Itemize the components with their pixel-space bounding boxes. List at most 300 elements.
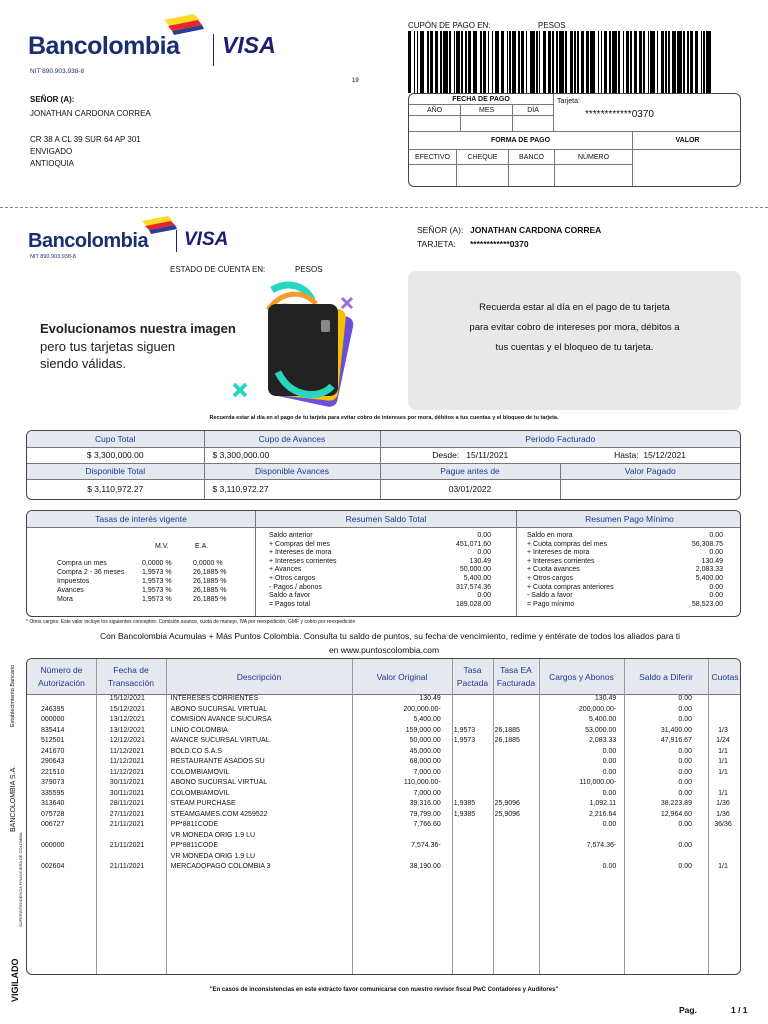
table-cell: 45,000.00 <box>409 747 441 755</box>
table-cell: VR MONEDA ORIG 1.9 LU <box>170 852 256 860</box>
table-cell: 1/36 <box>716 800 730 807</box>
table-cell: 246395 <box>41 705 65 713</box>
table-row <box>27 863 740 874</box>
table-cell: 0.00 <box>678 779 692 786</box>
summary-row-value: 0.00 <box>709 592 723 600</box>
summary-row <box>527 532 723 541</box>
logo-divider-2 <box>176 230 177 252</box>
summary-row <box>269 532 491 541</box>
summary-row-value: 189,028.00 <box>455 600 491 608</box>
table-cell <box>492 748 538 759</box>
table-cell: 0.00 <box>678 758 692 765</box>
barcode-bar <box>577 31 579 93</box>
table-cell: 15/12/2021 <box>109 695 145 702</box>
table-cell <box>27 853 96 864</box>
summary-row <box>269 592 491 601</box>
table-cell: 1/36 <box>716 810 730 818</box>
summary-row <box>269 584 491 593</box>
table-cell: 130.49 <box>594 695 617 702</box>
barcode-bar <box>677 31 682 93</box>
mv-header: M.V. <box>155 543 169 550</box>
barcode-bar <box>639 31 642 93</box>
barcode-bar <box>420 31 425 93</box>
table-cell <box>451 779 492 790</box>
payment-form-label: FORMA DE PAGO <box>409 132 633 150</box>
table-cell: 0.00 <box>602 768 617 776</box>
customer-address <box>30 134 141 170</box>
rates-title: Tasas de interés vigente <box>95 514 187 524</box>
summary-row-value: 0.00 <box>477 549 491 557</box>
movements-header: Saldo a Diferir <box>639 671 693 682</box>
summary-row-value: 130.49 <box>701 557 723 565</box>
table-cell <box>622 853 706 864</box>
table-cell <box>27 832 96 843</box>
barcode-bar <box>430 31 433 93</box>
barcode-bar <box>590 31 595 93</box>
barcode-bar <box>559 31 564 93</box>
summary-row-value: 0.00 <box>709 549 723 557</box>
table-cell <box>451 706 492 717</box>
table-cell: 21/11/2021 <box>109 863 145 870</box>
summary-row-label: + Otros cargos <box>269 574 316 582</box>
barcode-bar <box>456 31 459 93</box>
rate-ea: 26,1885 % <box>193 587 227 594</box>
table-cell: 200,000.00- <box>403 705 441 713</box>
table-cell: 221510 <box>41 768 65 776</box>
otros-cargos-note: * Otros cargos: Este valor incluye los siguientes conceptos: Comisión avance, cuota de manejo, IVA por reexpedición, GMF y cobro por reexpedición <box>26 619 356 625</box>
movements-table <box>27 695 740 874</box>
puntos-line-2: en www.puntoscolombia.com <box>328 645 440 655</box>
statement-customer-label: SEÑOR (A): <box>417 225 464 235</box>
table-cell: 15/12/2021 <box>109 705 145 713</box>
summary-row-value: 130.49 <box>469 557 491 565</box>
summary-row-label: Saldo a favor <box>269 592 311 600</box>
barcode-bar <box>586 31 589 93</box>
summary-row-value: 2,083.33 <box>695 566 723 574</box>
cupo-avances-value: $ 3,300,000.00 <box>204 447 380 463</box>
col-divider <box>255 511 256 617</box>
movements-header: Fecha de Transacción <box>108 665 154 688</box>
table-cell: 12,964.60 <box>660 810 692 818</box>
promo-headline: Evolucionamos nuestra imagen <box>40 321 236 336</box>
side-bank: BANCOLOMBIA S.A. <box>10 765 17 832</box>
barcode-bar <box>630 31 632 93</box>
table-cell: 1,9385 <box>453 800 476 807</box>
table-cell <box>706 695 740 706</box>
barcode-bar <box>657 31 659 93</box>
periodo-label: Periodo Facturado <box>380 431 740 447</box>
card-illustration-icon <box>228 276 368 411</box>
table-cell: 5,400.00 <box>589 716 617 723</box>
rate-label: Avances <box>57 587 84 594</box>
table-cell: 0.00 <box>602 789 617 797</box>
barcode-bar <box>687 31 689 93</box>
table-cell: 512501 <box>41 737 65 744</box>
table-cell: RESTAURANTE ASADOS SU <box>170 758 265 765</box>
table-row <box>27 832 740 843</box>
table-cell: 25,9096 <box>494 800 520 807</box>
table-cell <box>492 821 538 832</box>
table-cell <box>451 790 492 801</box>
barcode-bar <box>672 31 675 93</box>
table-cell: 130.49 <box>419 695 441 702</box>
valor-pagado-label: Valor Pagado <box>560 463 740 479</box>
cupo-total-label: Cupo Total <box>27 431 204 447</box>
barcode-bar <box>507 31 509 93</box>
table-cell <box>492 842 538 853</box>
table-cell: 0.00 <box>678 842 692 849</box>
barcode-bar <box>509 31 511 93</box>
table-cell: 335595 <box>41 789 65 797</box>
table-cell: 110,000.00- <box>579 779 617 786</box>
year-label: AÑO <box>409 105 461 116</box>
table-cell: 30/11/2021 <box>109 789 145 797</box>
table-cell: 5,400.00 <box>413 716 441 723</box>
table-cell: ABONO SUCURSAL VIRTUAL <box>170 705 268 713</box>
nit-2: NIT 890.903.938-8 <box>30 254 76 260</box>
summary-row-label: + Intereses de mora <box>527 549 590 557</box>
table-cell <box>706 779 740 790</box>
table-cell: 000000 <box>41 716 65 723</box>
summary-row-label: = Pagos total <box>269 600 311 608</box>
table-cell <box>96 853 166 864</box>
table-row <box>27 853 740 864</box>
table-cell: 12/12/2021 <box>109 737 145 744</box>
value-cell[interactable] <box>633 150 742 188</box>
summary-row-label: + Intereses de mora <box>269 549 332 557</box>
barcode-bar <box>435 31 438 93</box>
table-cell: 68,000.00 <box>409 758 441 765</box>
rate-label: Compra un mes <box>57 560 107 567</box>
barcode-bar <box>526 31 528 93</box>
hasta-value: 15/12/2021 <box>643 450 686 460</box>
table-cell: 0.00 <box>602 821 617 828</box>
summary-row-label: Saldo anterior <box>269 532 313 539</box>
table-cell <box>492 790 538 801</box>
barcode-bar <box>501 31 504 93</box>
rate-ea: 26,1885 % <box>193 578 227 585</box>
rate-mv: 0,0000 % <box>142 560 172 567</box>
table-cell: 000000 <box>41 842 65 849</box>
table-cell: 11/12/2021 <box>109 768 145 776</box>
page-code: 19 <box>352 78 359 84</box>
summary-row-value: 0.00 <box>477 532 491 539</box>
pague-label: Pague antes de <box>380 463 560 479</box>
barcode-bar <box>683 31 685 93</box>
table-cell: 13/12/2021 <box>109 726 145 734</box>
summary-row <box>527 584 723 593</box>
barcode-bar <box>488 31 490 93</box>
table-cell <box>27 695 96 706</box>
table-cell: 379073 <box>41 779 65 786</box>
table-cell: 290643 <box>41 758 65 765</box>
rate-ea: 26,1885 % <box>193 569 227 576</box>
rate-label: Impuestos <box>57 578 90 585</box>
payment-coupon-box <box>408 93 741 187</box>
method-cash: EFECTIVO <box>409 150 457 165</box>
table-cell: 53,000.00 <box>585 726 617 734</box>
check-cell[interactable] <box>457 165 509 188</box>
table-cell: 38,190.00 <box>409 863 441 870</box>
summary-row-label: + Avances <box>269 566 302 574</box>
table-cell: 7,000.00 <box>413 768 441 776</box>
summary-row-label: + Cuota avances <box>527 566 580 574</box>
table-cell: 26,1885 <box>494 737 520 744</box>
table-cell: 0.00 <box>678 716 692 723</box>
desde-label: Desde: <box>432 450 460 460</box>
barcode-bar <box>440 31 442 93</box>
disponible-avances-value: $ 3,110,972.27 <box>204 479 380 499</box>
bank-name-2: Bancolombia <box>28 230 149 252</box>
valor-pagado-value <box>560 479 740 499</box>
promo-line-3: siendo válidas. <box>40 356 126 371</box>
table-cell: 7,766.60 <box>413 821 441 828</box>
table-cell <box>451 695 492 706</box>
table-cell: 1/1 <box>718 758 728 765</box>
barcode-bar <box>417 31 419 93</box>
payment-form-table <box>408 131 741 187</box>
summary-row <box>527 575 723 584</box>
table-cell: 2,216.64 <box>589 810 617 818</box>
table-cell: 7,574.36- <box>586 842 617 849</box>
method-number: NÚMERO <box>555 150 633 165</box>
table-cell: 13/12/2021 <box>109 716 145 723</box>
barcode-bar <box>665 31 667 93</box>
visa-logo-2: VISA <box>184 229 229 250</box>
rates-summary-box <box>26 510 741 617</box>
reminder-banner: Recuerda estar al día en el pago de tu tarjeta para evitar cobro de intereses por mora, débitos a tus cuentas y el bloqueo de tu tarjeta. <box>209 415 559 421</box>
summary-row-label: + Cuota compras anteriores <box>527 583 614 591</box>
saldo-total-title: Resumen Saldo Total <box>345 514 427 524</box>
table-row <box>27 716 740 727</box>
summary-row-value: 317,574.36 <box>455 583 491 591</box>
side-legend <box>8 664 26 1002</box>
table-cell: ABONO SUCURSAL VIRTUAL <box>170 779 268 786</box>
coupon-label: CUPÓN DE PAGO EN: <box>408 21 491 30</box>
movements-header: Número de Autorización <box>38 665 85 688</box>
barcode-bar <box>427 31 429 93</box>
movements-header: Cargos y Abonos <box>549 671 614 682</box>
barcode-bar <box>543 31 546 93</box>
barcode-bar <box>565 31 567 93</box>
cash-cell[interactable] <box>409 165 457 188</box>
rate-ea: 0,0000 % <box>193 560 223 567</box>
barcode-bar <box>530 31 535 93</box>
table-cell: 26,1885 <box>494 726 520 734</box>
month-label: MES <box>461 105 513 116</box>
summary-row-label: - Saldo a favor <box>527 592 573 600</box>
puntos-line-1: Con Bancolombia Acumulas + Más Puntos Colombia. Consulta tu saldo de puntos, su fecha de vencimiento, redime y entérate de todos los aliados para ti <box>100 631 680 641</box>
desde-value: 15/11/2021 <box>466 450 509 460</box>
table-cell: 0.00 <box>602 758 617 765</box>
table-cell <box>492 716 538 727</box>
barcode-bar <box>548 31 551 93</box>
table-cell: 36/36 <box>714 821 732 828</box>
saldo-total-list <box>269 532 491 609</box>
table-cell: 0.00 <box>678 863 692 870</box>
table-cell: LINIO COLOMBIA <box>170 726 228 734</box>
table-cell: 1,092.11 <box>589 800 617 807</box>
table-row <box>27 758 740 769</box>
cupo-avances-label: Cupo de Avances <box>204 431 380 447</box>
rate-mv: 1,9573 % <box>142 596 172 603</box>
barcode-bar <box>701 31 703 93</box>
barcode-bar <box>623 31 625 93</box>
table-cell <box>451 758 492 769</box>
table-cell: 0.00 <box>678 695 692 702</box>
coupon-currency: PESOS <box>538 21 566 30</box>
table-cell: 313640 <box>41 800 65 807</box>
barcode-bar <box>480 31 482 93</box>
table-cell: 1/1 <box>718 768 728 776</box>
rate-mv: 1,9573 % <box>142 587 172 594</box>
table-cell: 27/11/2021 <box>109 810 145 818</box>
movements-header: Cuotas <box>711 671 739 682</box>
summary-row <box>269 558 491 567</box>
table-cell <box>492 779 538 790</box>
table-cell <box>451 769 492 780</box>
table-cell: STEAMGAMES.COM 4259522 <box>170 810 268 818</box>
table-cell: 7,574.36- <box>411 842 441 849</box>
table-cell <box>451 832 492 843</box>
statement-customer-name: JONATHAN CARDONA CORREA <box>470 225 602 235</box>
summary-row-label: = Pago mínimo <box>527 600 575 608</box>
summary-row-label: + Intereses corrientes <box>269 557 337 565</box>
table-cell: 241670 <box>41 747 65 755</box>
summary-row <box>527 541 723 550</box>
table-cell: 0.00 <box>602 747 617 755</box>
method-bank: BANCO <box>509 150 555 165</box>
table-cell: 1,9573 <box>453 737 476 744</box>
side-vigilado: VIGILADO <box>10 958 20 1002</box>
barcode-bar <box>609 31 611 93</box>
barcode-bar <box>414 31 416 93</box>
table-cell: 50,000.00 <box>409 737 441 744</box>
table-cell: 31,400.00 <box>660 726 692 734</box>
table-cell <box>706 842 740 853</box>
table-cell <box>451 821 492 832</box>
table-cell <box>451 748 492 759</box>
payment-date-table <box>408 93 554 132</box>
summary-row-label: + Cuota compras del mes <box>527 540 607 548</box>
summary-row-value: 50,000.00 <box>459 566 491 574</box>
barcode-bar <box>703 31 705 93</box>
summary-row <box>527 592 723 601</box>
rate-mv: 1,9573 % <box>142 578 172 585</box>
barcode-bar <box>706 31 711 93</box>
statement-currency: PESOS <box>295 265 323 274</box>
table-cell: 0.00 <box>602 863 617 870</box>
barcode-bar <box>454 31 456 93</box>
table-cell: 835414 <box>41 726 65 734</box>
footer-note: "En casos de inconsistencias en este extracto favor comunicarse con nuestro revisor fiscal PwC Contadores y Auditores" <box>209 987 559 993</box>
table-cell: 21/11/2021 <box>109 842 145 849</box>
table-cell: 21/11/2021 <box>109 821 145 828</box>
table-cell <box>622 832 706 843</box>
barcode-bar <box>443 31 448 93</box>
account-summary <box>26 430 741 500</box>
table-cell <box>706 832 740 843</box>
summary-row <box>269 566 491 575</box>
table-row <box>27 769 740 780</box>
table-cell: 25,9096 <box>494 810 520 818</box>
year-cell[interactable] <box>409 116 461 132</box>
table-row <box>27 706 740 717</box>
table-cell: 0.00 <box>678 789 692 797</box>
table-row <box>27 790 740 801</box>
page-value: 1 / 1 <box>731 1005 748 1015</box>
barcode-bar <box>512 31 515 93</box>
table-cell: PP*8811CODE <box>170 821 218 828</box>
bank-name: Bancolombia <box>28 32 180 60</box>
disponible-total-value: $ 3,110,972.27 <box>27 479 204 499</box>
table-cell: 0.00 <box>678 705 692 713</box>
page-label: Pag. <box>679 1005 697 1015</box>
table-cell: 0.00 <box>678 747 692 755</box>
table-cell <box>492 853 538 864</box>
table-cell: MERCADOPAGO COLOMBIA 3 <box>170 863 271 870</box>
table-cell: 47,916.67 <box>660 737 692 744</box>
day-cell[interactable] <box>513 116 554 132</box>
barcode-bar <box>581 31 584 93</box>
table-cell: 1/24 <box>716 737 730 744</box>
summary-row-value: 0.00 <box>709 583 723 591</box>
table-cell: 159,000.00 <box>405 726 441 734</box>
summary-row <box>269 549 491 558</box>
table-cell <box>492 769 538 780</box>
barcode-bar <box>661 31 664 93</box>
barcode-bar <box>465 31 467 93</box>
disponible-avances-label: Disponible Avances <box>204 463 380 479</box>
reminder-line: Recuerda estar al día en el pago de tu tarjeta <box>479 302 670 313</box>
table-cell <box>706 716 740 727</box>
bank-cell[interactable] <box>509 165 555 188</box>
table-cell: 200,000.00- <box>578 705 617 713</box>
table-row <box>27 842 740 853</box>
rate-label: Mora <box>57 596 73 603</box>
periodo-desde <box>380 447 560 463</box>
statement-card-label: TARJETA: <box>417 239 456 249</box>
table-cell: AVANCE SUCURSAL VIRTUAL <box>170 737 270 744</box>
table-row <box>27 811 740 822</box>
summary-row-value: 5,400.00 <box>463 574 491 582</box>
pague-value: 03/01/2022 <box>380 479 560 499</box>
summary-row-label: + Intereses corrientes <box>527 557 595 565</box>
card-label: Tarjeta: <box>557 98 580 105</box>
barcode-bar <box>556 31 558 93</box>
table-cell: 006727 <box>41 821 65 828</box>
number-cell[interactable] <box>555 165 633 188</box>
table-row <box>27 748 740 759</box>
barcode-bar <box>492 31 494 93</box>
periodo-hasta <box>560 447 740 463</box>
card-number: ************0370 <box>585 109 654 120</box>
barcode-bar <box>648 31 650 93</box>
barcode-bar <box>570 31 573 93</box>
barcode-bar <box>626 31 629 93</box>
barcode-bar <box>408 31 411 93</box>
reminder-line: tus cuentas y el bloqueo de tu tarjeta. <box>495 342 654 353</box>
table-cell: STEAM PURCHASE <box>170 800 236 807</box>
month-cell[interactable] <box>461 116 513 132</box>
barcode-bar <box>604 31 607 93</box>
statement-card-number: ************0370 <box>470 239 529 249</box>
table-cell: 0.00 <box>678 821 692 828</box>
table-cell <box>451 716 492 727</box>
barcode <box>408 31 741 93</box>
summary-row <box>269 601 491 610</box>
barcode-bar <box>449 31 451 93</box>
